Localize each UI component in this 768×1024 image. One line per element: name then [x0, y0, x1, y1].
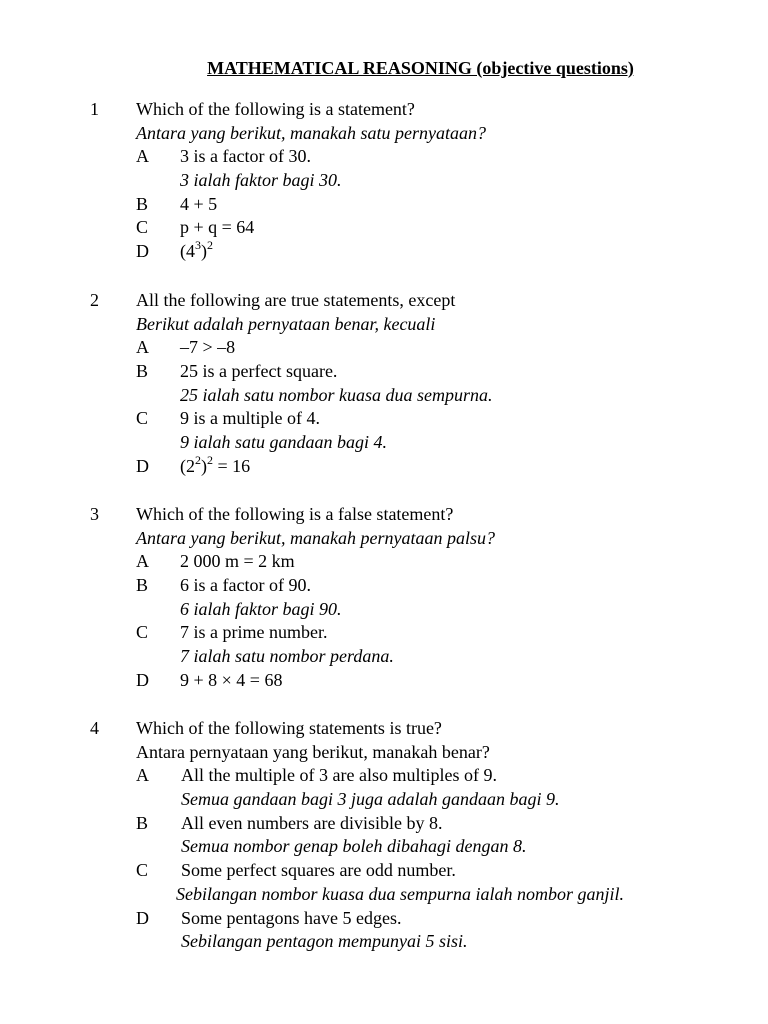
option-c-text: 7 is a prime number. — [180, 622, 328, 643]
question-text-en: All the following are true statements, except — [136, 290, 456, 310]
option-a-text: All the multiple of 3 are also multiples of 9. — [181, 765, 497, 786]
option-b-translation: 6 ialah faktor bagi 90. — [180, 598, 342, 619]
question-text-en: Which of the following is a statement? — [136, 99, 415, 119]
option-letter-d: D — [136, 241, 149, 262]
option-c-translation: 9 ialah satu gandaan bagi 4. — [180, 432, 388, 453]
question-number: 4 — [90, 718, 99, 738]
option-a-text: –7 > –8 — [180, 337, 236, 358]
option-letter-a: A — [136, 551, 149, 572]
option-d-text: 9 + 8 × 4 = 68 — [180, 669, 283, 690]
option-letter-d: D — [136, 669, 149, 690]
option-b-text: All even numbers are divisible by 8. — [181, 812, 443, 833]
question-number: 2 — [90, 290, 99, 310]
option-letter-b: B — [136, 193, 149, 214]
question-text-ms: Berikut adalah pernyataan benar, kecuali — [136, 313, 436, 334]
option-letter-b: B — [136, 361, 149, 382]
option-letter-b: B — [136, 575, 149, 596]
question-text-ms: Antara pernyataan yang berikut, manakah benar? — [136, 741, 490, 762]
question-number: 1 — [90, 99, 99, 119]
option-d-text: Some pentagons have 5 edges. — [181, 907, 402, 928]
question-1 — [0, 97, 768, 263]
option-a-text: 3 is a factor of 30. — [180, 146, 311, 167]
page-title: MATHEMATICAL REASONING (objective questions) — [207, 58, 634, 78]
option-letter-b: B — [136, 812, 149, 833]
option-c-translation: 7 ialah satu nombor perdana. — [180, 646, 394, 667]
question-2 — [0, 288, 768, 478]
option-a-text: 2 000 m = 2 km — [180, 551, 295, 572]
option-d-text: $(2^2)^2 = 16$ — [180, 452, 251, 476]
option-b-text: 4 + 5 — [180, 193, 218, 214]
option-c-text: Some perfect squares are odd number. — [181, 860, 456, 881]
question-text-ms: Antara yang berikut, manakah pernyataan palsu? — [136, 527, 495, 548]
option-b-translation: 25 ialah satu nombor kuasa dua sempurna. — [180, 384, 493, 405]
option-b-translation: Semua nombor genap boleh dibahagi dengan 8. — [181, 836, 527, 857]
option-b-text: 6 is a factor of 90. — [180, 575, 311, 596]
option-letter-d: D — [136, 455, 149, 476]
option-letter-a: A — [136, 765, 149, 786]
option-letter-a: A — [136, 146, 149, 167]
question-text-ms: Antara yang berikut, manakah satu pernyataan? — [136, 122, 486, 143]
option-letter-a: A — [136, 337, 149, 358]
option-c-translation: Sebilangan nombor kuasa dua sempurna ialah nombor ganjil. — [176, 883, 624, 904]
question-text-en: Which of the following is a false statement? — [136, 504, 454, 524]
option-letter-c: C — [136, 408, 149, 429]
option-d-text: $(4^3)^2$ — [180, 238, 213, 262]
question-3 — [0, 502, 768, 692]
option-letter-c: C — [136, 622, 149, 643]
option-letter-d: D — [136, 907, 149, 928]
option-c-text: p + q = 64 — [180, 217, 255, 238]
question-text-en: Which of the following statements is true? — [136, 718, 442, 738]
option-a-translation: Semua gandaan bagi 3 juga adalah gandaan bagi 9. — [181, 789, 560, 810]
option-b-text: 25 is a perfect square. — [180, 361, 338, 382]
option-letter-c: C — [136, 217, 149, 238]
option-a-translation: 3 ialah faktor bagi 30. — [180, 170, 342, 191]
question-number: 3 — [90, 504, 99, 524]
question-4 — [0, 716, 768, 953]
option-d-translation: Sebilangan pentagon mempunyai 5 sisi. — [181, 931, 468, 952]
option-c-text: 9 is a multiple of 4. — [180, 408, 320, 429]
option-letter-c: C — [136, 860, 149, 881]
